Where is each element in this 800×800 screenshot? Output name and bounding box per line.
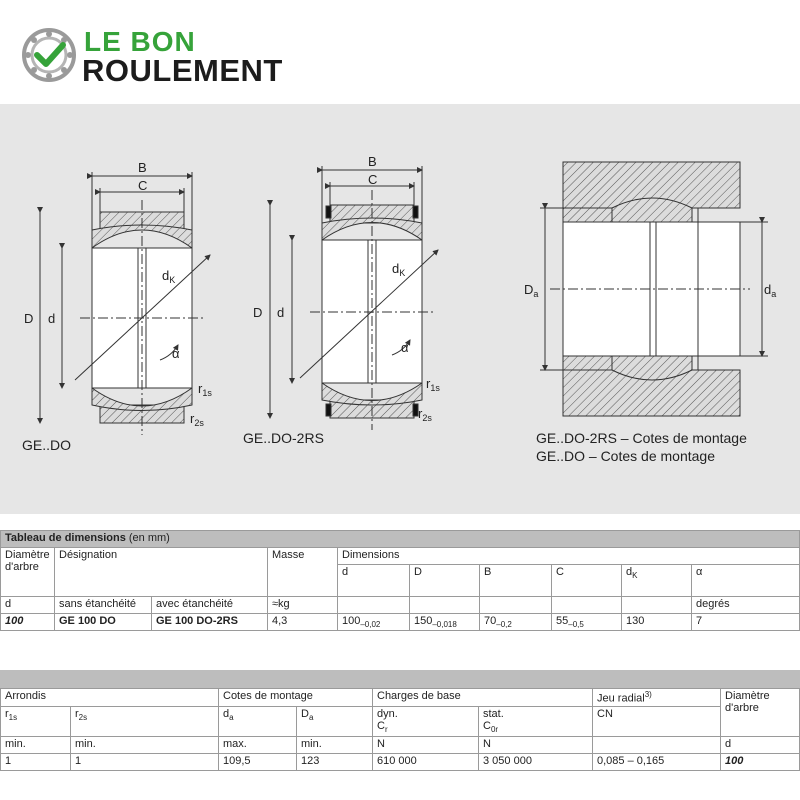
sub-sans: sans étanchéité [55,597,152,614]
label-d-1: d [48,311,56,326]
col-arrondis: Arrondis [1,689,219,707]
sub-avec: avec étanchéité [152,597,268,614]
label-D-2: D [253,305,263,320]
dimensions-table [0,530,800,631]
label-r2s-1: $r_{2s}$ [190,411,204,428]
label-alpha-1: α [172,346,180,361]
col-shaft: Diamètre d'arbre [1,548,55,597]
dim-dk: $d_K$ [622,565,692,597]
caption-fig3-line1: GE..DO-2RS – Cotes de montage [536,430,747,446]
brand-line2: ROULEMENT [82,53,283,88]
col-mass: Masse [268,548,338,597]
table-row: 100 GE 100 DO GE 100 DO-2RS 4,3 $100_{-0,02}$ $150_{-0,018}$ $70_{-0,2}$ $55_{-0,5}$ 130 7 [1,614,800,631]
unit-mass: ≈kg [268,597,338,614]
technical-drawings [0,104,800,514]
bearing-check-logo-icon [22,28,76,82]
label-r2s-2: $r_{2s}$ [418,406,432,423]
caption-fig2: GE..DO-2RS [243,430,324,446]
label-dk-1: $d_K$ [162,268,176,285]
col-designation: Désignation [55,548,268,597]
label-dk-2: $d_K$ [392,261,406,278]
figure-mounting [540,162,768,416]
unit-deg: degrés [692,597,800,614]
dim-B: B [480,565,552,597]
caption-fig1: GE..DO [22,437,72,453]
label-D-1: D [24,311,34,326]
label-d-2: d [277,305,285,320]
dim-C: C [552,565,622,597]
figure-ge-do [40,172,210,435]
label-B-2: B [368,154,377,169]
figure-ge-do-2rs [270,166,438,430]
label-r1s-2: $r_{1s}$ [426,376,440,393]
brand-line1: LE BON [84,26,196,57]
dim-d: d [338,565,410,597]
label-C-2: C [368,172,378,187]
label-B-1: B [138,160,147,175]
mounting-table: Arrondis Cotes de montage Charges de base Jeu radial$^{3)}$ Diamètre d'arbre $r_{1s}$ $r_{2s}$ $d_a$ $D_a$ dyn. $C_r$ stat. $C_{0r}$ CN min. min. max. min. N N d 1 1 109,5 123 610 000 3 050 000 0,085 – 0,165 100 [0,688,800,771]
label-Da: $D_a$ [524,282,539,299]
table-title: Tableau de dimensions (en mm) [1,531,800,548]
label-r1s-1: $r_{1s}$ [198,381,212,398]
label-C-1: C [138,178,148,193]
table2-titlebar [0,670,800,688]
table-row: 1 1 109,5 123 610 000 3 050 000 0,085 – 0,165 100 [1,753,800,770]
label-da: $d_a$ [764,282,777,299]
caption-fig3-line2: GE..DO – Cotes de montage [536,448,715,464]
dim-D: D [410,565,480,597]
unit-d: d [1,597,55,614]
col-cotes: Cotes de montage [219,689,373,707]
col-dimensions: Dimensions [338,548,800,565]
col-charges: Charges de base [373,689,593,707]
col-jeu: Jeu radial$^{3)}$ [593,689,721,707]
col-shaft-2: Diamètre d'arbre [721,689,800,737]
dim-alpha: α [692,565,800,597]
label-alpha-2: α [401,340,409,355]
header [0,0,800,104]
